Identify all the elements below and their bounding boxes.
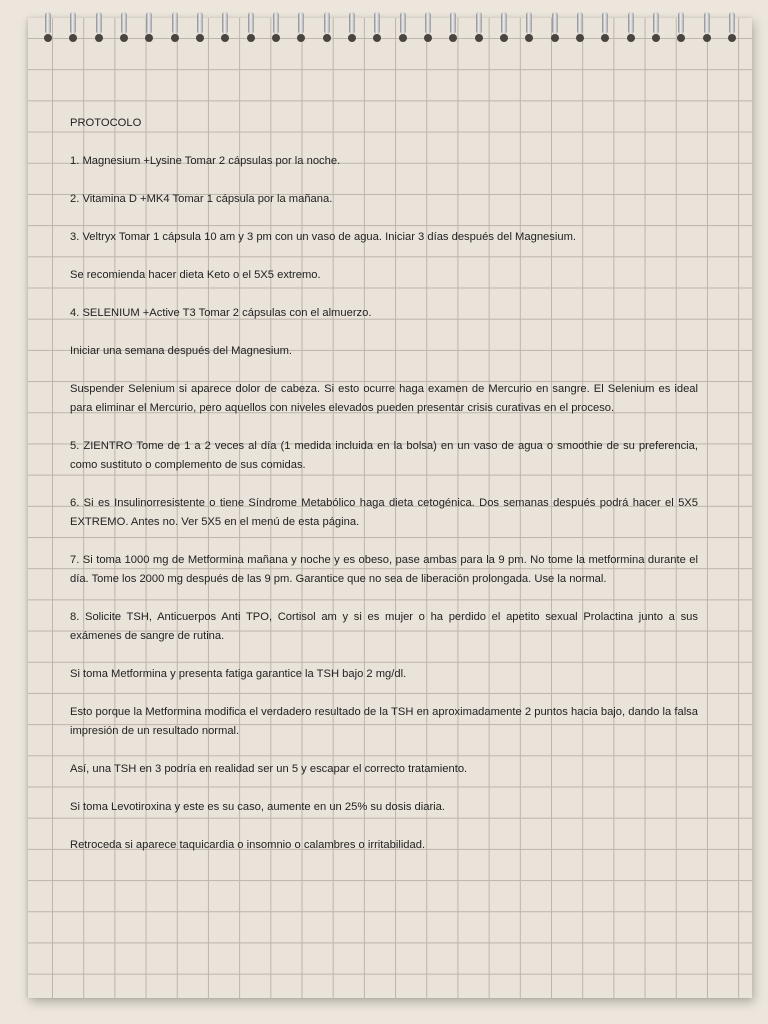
spiral-coil — [67, 0, 79, 52]
spiral-coil — [523, 0, 535, 52]
paragraph: 4. SELENIUM +Active T3 Tomar 2 cápsulas con el almuerzo. — [70, 307, 372, 319]
spiral-coil — [726, 0, 738, 52]
paragraph: Esto porque la Metformina modifica el verdadero resultado de la TSH en aproximadamente 2 puntos hacia bajo, dando la falsa impresión de un resultado normal. — [70, 706, 698, 737]
spiral-coil — [371, 0, 383, 52]
paragraph: Retroceda si aparece taquicardia o insomnio o calambres o irritabilidad. — [70, 839, 426, 851]
spiral-coil — [270, 0, 282, 52]
paragraph: Se recomienda hacer dieta Keto o el 5X5 extremo. — [70, 269, 321, 281]
spiral-coil — [473, 0, 485, 52]
spiral-coil — [447, 0, 459, 52]
paragraph: Si toma Metformina y presenta fatiga garantice la TSH bajo 2 mg/dl. — [70, 668, 407, 680]
spiral-coil — [346, 0, 358, 52]
spiral-coil — [422, 0, 434, 52]
spiral-coil — [118, 0, 130, 52]
spiral-coil — [701, 0, 713, 52]
spiral-coil — [625, 0, 637, 52]
paragraph: 6. Si es Insulinorresistente o tiene Síndrome Metabólico haga dieta cetogénica. Dos semanas después podrá hacer el 5X5 EXTREMO. Antes no. Ver 5X5 en el menú de esta página. — [70, 497, 698, 528]
document-body — [70, 114, 698, 874]
paragraph: 5. ZIENTRO Tome de 1 a 2 veces al día (1 medida incluida en la bolsa) en un vaso de agua o smoothie de su preferencia, como sustituto o complemento de sus comidas. — [70, 440, 698, 471]
paragraph: Iniciar una semana después del Magnesium. — [70, 345, 293, 357]
spiral-coil — [245, 0, 257, 52]
spiral-coil — [219, 0, 231, 52]
paragraph: 3. Veltryx Tomar 1 cápsula 10 am y 3 pm con un vaso de agua. Iniciar 3 días después del Magnesium. — [70, 231, 576, 243]
paragraph: Si toma Levotiroxina y este es su caso, aumente en un 25% su dosis diaria. — [70, 801, 445, 813]
paragraph: Suspender Selenium si aparece dolor de cabeza. Si esto ocurre haga examen de Mercurio en sangre. El Selenium es ideal para eliminar el Mercurio, pero aquellos con niveles elevados pueden presentar crisis curativas en el proceso. — [70, 383, 698, 414]
spiral-coil — [194, 0, 206, 52]
spiral-coil — [675, 0, 687, 52]
paragraph: 2. Vitamina D +MK4 Tomar 1 cápsula por la mañana. — [70, 193, 333, 205]
spiral-coil — [321, 0, 333, 52]
spiral-coil — [599, 0, 611, 52]
spiral-coil — [143, 0, 155, 52]
spiral-coil — [295, 0, 307, 52]
spiral-coil — [397, 0, 409, 52]
paragraph: 7. Si toma 1000 mg de Metformina mañana y noche y es obeso, pase ambas para la 9 pm. No tome la metformina durante el día. Tome los 2000 mg después de las 9 pm. Garantice que no sea de liberación prolongada. Use la normal. — [70, 554, 698, 585]
spiral-coil — [498, 0, 510, 52]
paragraph: 8. Solicite TSH, Anticuerpos Anti TPO, Cortisol am y si es mujer o ha perdido el apetito sexual Prolactina junto a sus exámenes de sangre de rutina. — [70, 611, 698, 642]
spiral-coil — [574, 0, 586, 52]
paragraph: Así, una TSH en 3 podría en realidad ser un 5 y escapar el correcto tratamiento. — [70, 763, 468, 775]
document-title: PROTOCOLO — [70, 117, 142, 129]
spiral-coil — [169, 0, 181, 52]
spiral-coil — [93, 0, 105, 52]
spiral-coil — [650, 0, 662, 52]
spiral-binding — [28, 0, 752, 52]
paragraph: 1. Magnesium +Lysine Tomar 2 cápsulas por la noche. — [70, 155, 341, 167]
spiral-coil — [42, 0, 54, 52]
spiral-coil — [549, 0, 561, 52]
